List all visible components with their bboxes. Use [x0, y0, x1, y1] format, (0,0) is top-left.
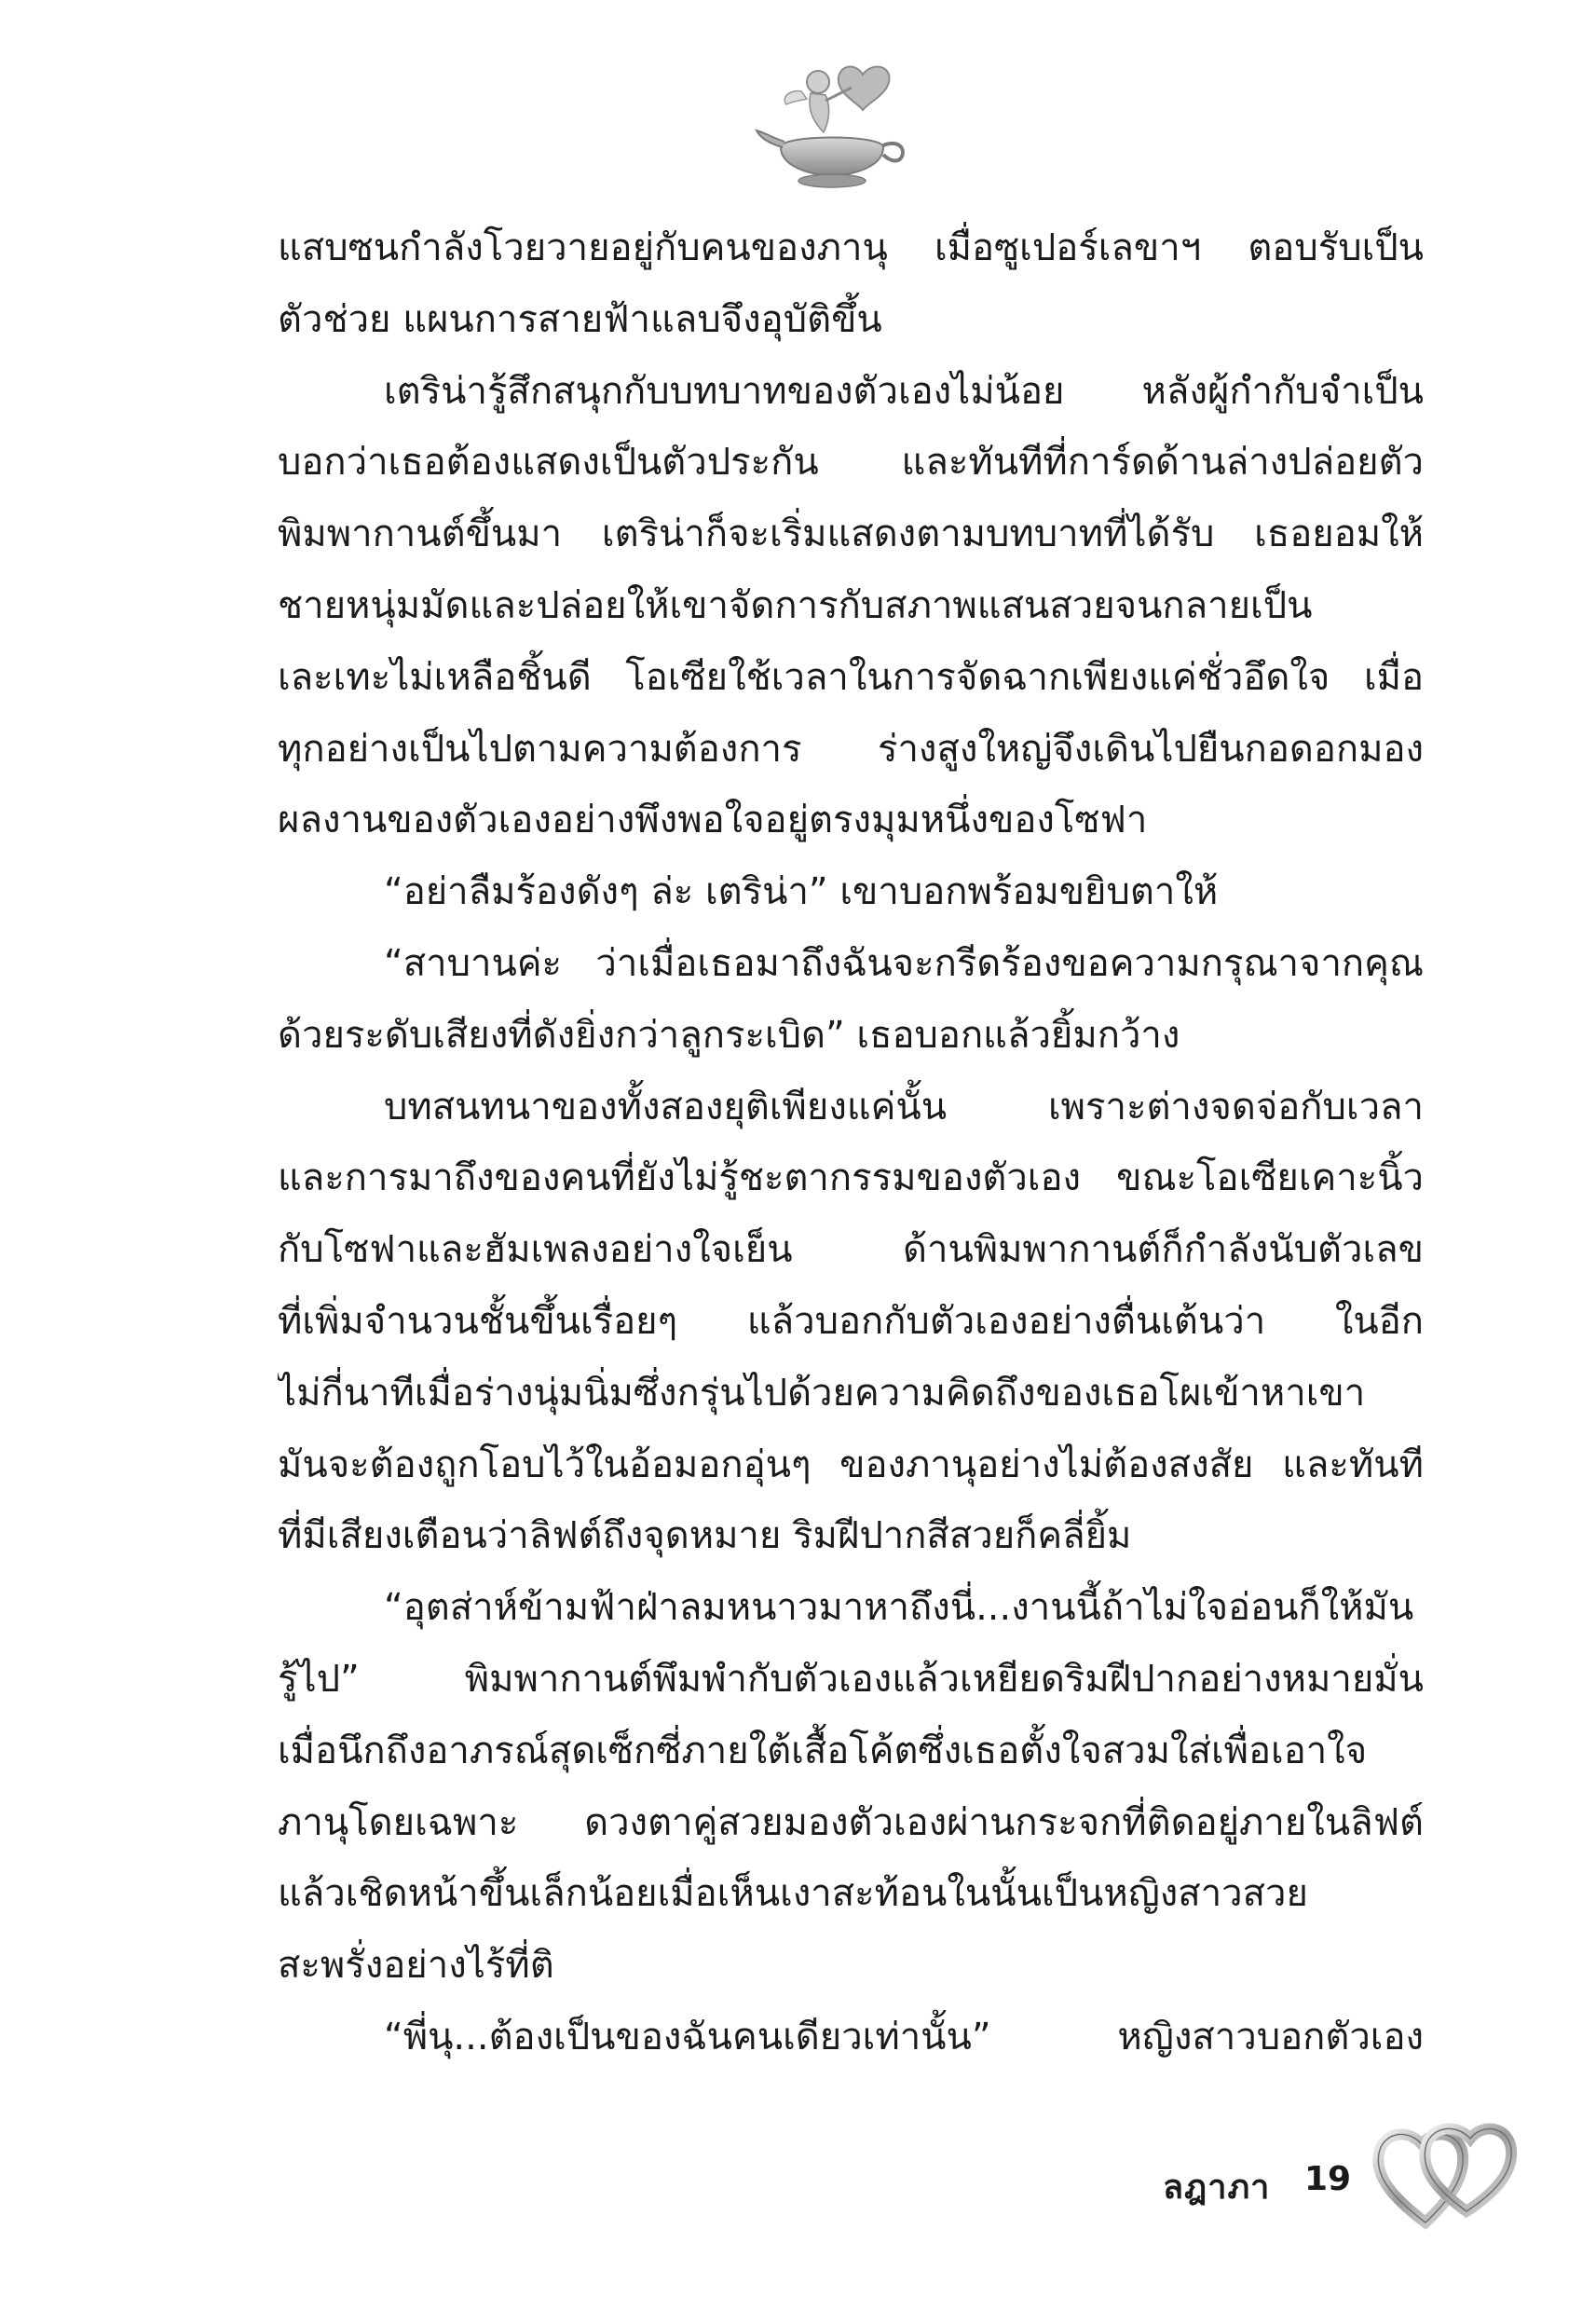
text-line: เละเทะไม่เหลือชิ้นดี โอเซียใช้เวลาในการจัดฉากเพียงแค่ชั่วอึดใจ เมื่อ	[278, 655, 1424, 699]
text-line: ผลงานของตัวเองอย่างพึงพอใจอยู่ตรงมุมหนึ่งของโซฟา	[278, 799, 1148, 842]
text-line: ภานุโดยเฉพาะ ดวงตาคู่สวยมองตัวเองผ่านกระจกที่ติดอยู่ภายในลิฟต์	[278, 1800, 1424, 1844]
text-line: บทสนทนาของทั้งสองยุติเพียงแค่นั้น เพราะต่างจดจ่อกับเวลา	[384, 1085, 1424, 1128]
body-text	[278, 212, 1424, 2151]
text-line: พิมพากานต์ขึ้นมา เตริน่าก็จะเริ่มแสดงตามบทบาทที่ได้รับ เธอยอมให้	[278, 513, 1424, 556]
text-line: “อย่าลืมร้องดังๆ ล่ะ เตริน่า” เขาบอกพร้อมขยิบตาให้	[384, 870, 1219, 914]
text-line: แล้วเชิดหน้าขึ้นเล็กน้อยเมื่อเห็นเงาสะท้อนในนั้นเป็นหญิงสาวสวย	[278, 1872, 1308, 1916]
text-line: และการมาถึงของคนที่ยังไม่รู้ชะตากรรมของตัวเอง ขณะโอเซียเคาะนิ้ว	[278, 1156, 1424, 1200]
text-line: รู้ไป” พิมพากานต์พึมพำกับตัวเองแล้วเหยียดริมฝีปากอย่างหมายมั่น	[278, 1657, 1424, 1701]
page-number: 19	[1304, 2160, 1352, 2198]
text-line: สะพรั่งอย่างไร้ที่ติ	[278, 1944, 554, 1988]
text-line: “สาบานค่ะ ว่าเมื่อเธอมาถึงฉันจะกรีดร้องขอความกรุณาจากคุณ	[384, 941, 1424, 985]
text-line: แสบซนกำลังโวยวายอยู่กับคนของภานุ เมื่อซูเปอร์เลขาฯ ตอบรับเป็น	[278, 226, 1424, 269]
book-title: ลฎาภา	[1163, 2168, 1271, 2207]
text-line: “อุตส่าห์ข้ามฟ้าฝ่าลมหนาวมาหาถึงนี่...งานนี้ถ้าไม่ใจอ่อนก็ให้มัน	[384, 1586, 1414, 1630]
text-line: ไม่กี่นาทีเมื่อร่างนุ่มนิ่มซึ่งกรุ่นไปด้วยความคิดถึงของเธอโผเข้าหาเขา	[278, 1371, 1366, 1415]
text-line: ตัวช่วย แผนการสายฟ้าแลบจึงอุบัติขึ้น	[278, 297, 882, 341]
text-line: ด้วยระดับเสียงที่ดังยิ่งกว่าลูกระเบิด” เธอบอกแล้วยิ้มกว้าง	[278, 1013, 1180, 1057]
text-line: กับโซฟาและฮัมเพลงอย่างใจเย็น ด้านพิมพากานต์ก็กำลังนับตัวเลข	[278, 1228, 1424, 1272]
text-line: เตริน่ารู้สึกสนุกกับบทบาทของตัวเองไม่น้อย หลังผู้กำกับจำเป็น	[384, 369, 1424, 413]
text-line: ชายหนุ่มมัดและปล่อยให้เขาจัดการกับสภาพแสนสวยจนกลายเป็น	[278, 583, 1313, 627]
text-line: บอกว่าเธอต้องแสดงเป็นตัวประกัน และทันทีที่การ์ดด้านล่างปล่อยตัว	[278, 441, 1424, 485]
text-line: ที่มีเสียงเตือนว่าลิฟต์ถึงจุดหมาย ริมฝีปากสีสวยก็คลี่ยิ้ม	[278, 1514, 1132, 1558]
text-line: ทุกอย่างเป็นไปตามความต้องการ ร่างสูงใหญ่จึงเดินไปยืนกอดอกมอง	[278, 727, 1424, 771]
text-line: “พี่นุ...ต้องเป็นของฉันคนเดียวเท่านั้น” หญิงสาวบอกตัวเอง	[384, 2015, 1424, 2058]
cupid-genie-lamp-icon	[753, 54, 911, 194]
text-line: มันจะต้องถูกโอบไว้ในอ้อมอกอุ่นๆ ของภานุอย่างไม่ต้องสงสัย และทันที	[278, 1443, 1424, 1486]
text-line: เมื่อนึกถึงอาภรณ์สุดเซ็กซี่ภายใต้เสื้อโค้ตซึ่งเธอตั้งใจสวมใส่เพื่อเอาใจ	[278, 1729, 1368, 1772]
double-heart-rings-icon	[1370, 2101, 1519, 2241]
text-line: ที่เพิ่มจำนวนชั้นขึ้นเรื่อยๆ แล้วบอกกับตัวเองอย่างตื่นเต้นว่า ในอีก	[278, 1299, 1424, 1343]
